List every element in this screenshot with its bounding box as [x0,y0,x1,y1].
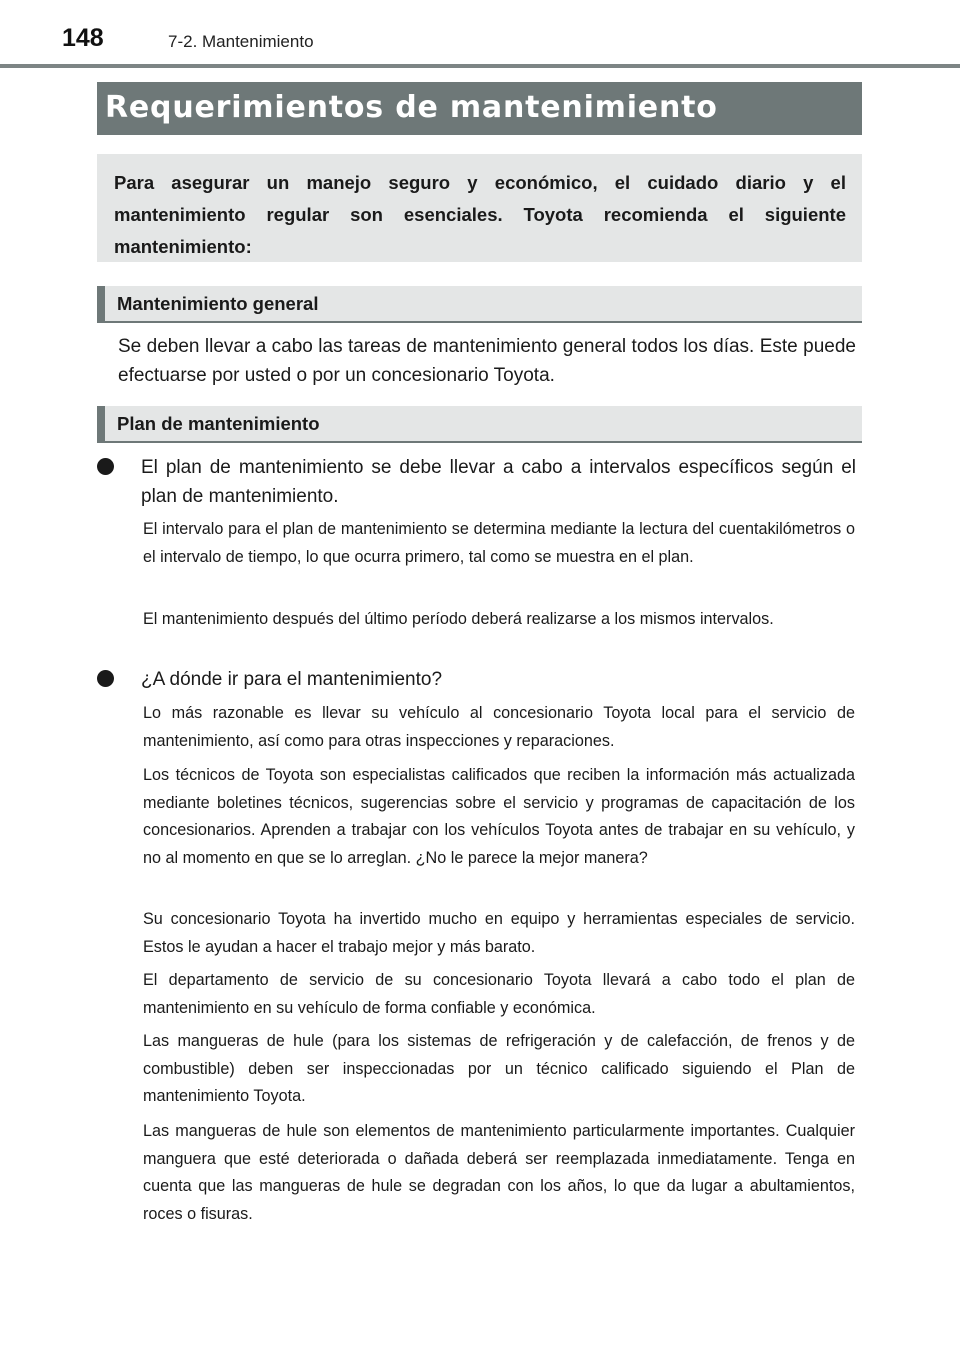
page-title: Requerimientos de mantenimiento [105,90,718,125]
paragraph: El intervalo para el plan de mantenimiento se determina mediante la lectura del cuentakilómetros o el intervalo de tiempo, lo que ocurra primero, tal como se muestra en el plan. [143,520,855,566]
paragraph: Las mangueras de hule (para los sistemas de refrigeración y de calefacción, de frenos y de combustible) deben ser inspeccionadas por un técnico calificado siguiendo el Plan de mantenimiento Toyota. [143,1032,855,1105]
bullet-dot-icon [97,670,114,687]
intro-box [97,154,862,262]
bullet-dot-icon [97,458,114,475]
bullet-item [97,453,856,511]
general-text: Se deben llevar a cabo las tareas de mantenimiento general todos los días. Este puede efectuarse por usted o por un concesionario Toyota. [118,336,856,386]
subheading-general [97,286,862,323]
header-rule [0,64,960,68]
subheading-general-label: Mantenimiento general [117,293,319,314]
paragraph: Lo más razonable es llevar su vehículo al concesionario Toyota local para el servicio de mantenimiento, así como para otras inspecciones y reparaciones. [143,704,855,750]
intro-text: Para asegurar un manejo seguro y económico, el cuidado diario y el mantenimiento regular son esenciales. Toyota recomienda el siguiente mantenimiento: [114,172,846,257]
paragraph: Su concesionario Toyota ha invertido mucho en equipo y herramientas especiales de servicio. Estos le ayudan a hacer el trabajo mejor y más barato. [143,910,855,956]
section-reference: 7-2. Mantenimiento [168,32,314,51]
page-header [0,0,960,70]
paragraph: Las mangueras de hule son elementos de mantenimiento particularmente importantes. Cualquier manguera que esté deteriorada o dañada deberá ser reemplazada inmediatamente. Tenga en cuenta que las mangueras de hule se degradan con los años, lo que da lugar a abultamientos, roces o fisuras. [143,1122,855,1223]
bullet-item [97,665,856,694]
subheading-plan [97,406,862,443]
title-banner [97,82,862,135]
paragraph: El mantenimiento después del último período deberá realizarse a los mismos intervalos. [143,610,774,628]
paragraph: Los técnicos de Toyota son especialistas calificados que reciben la información más actualizada mediante boletines técnicos, sugerencias sobre el servicio y programas de capacitación de los concesionarios. Aprenden a trabajar con los vehículos Toyota antes de trabajar en su vehículo, y no al momento en que se lo arreglan. ¿No le parece la mejor manera? [143,766,855,867]
page-number: 148 [62,24,104,52]
paragraph: El departamento de servicio de su concesionario Toyota llevará a cabo todo el plan de mantenimiento en su vehículo de forma confiable y económica. [143,971,855,1017]
bullet-text: ¿A dónde ir para el mantenimiento? [141,669,443,690]
subheading-plan-label: Plan de mantenimiento [117,413,320,434]
bullet-text: El plan de mantenimiento se debe llevar a cabo a intervalos específicos según el plan de mantenimiento. [141,457,856,507]
